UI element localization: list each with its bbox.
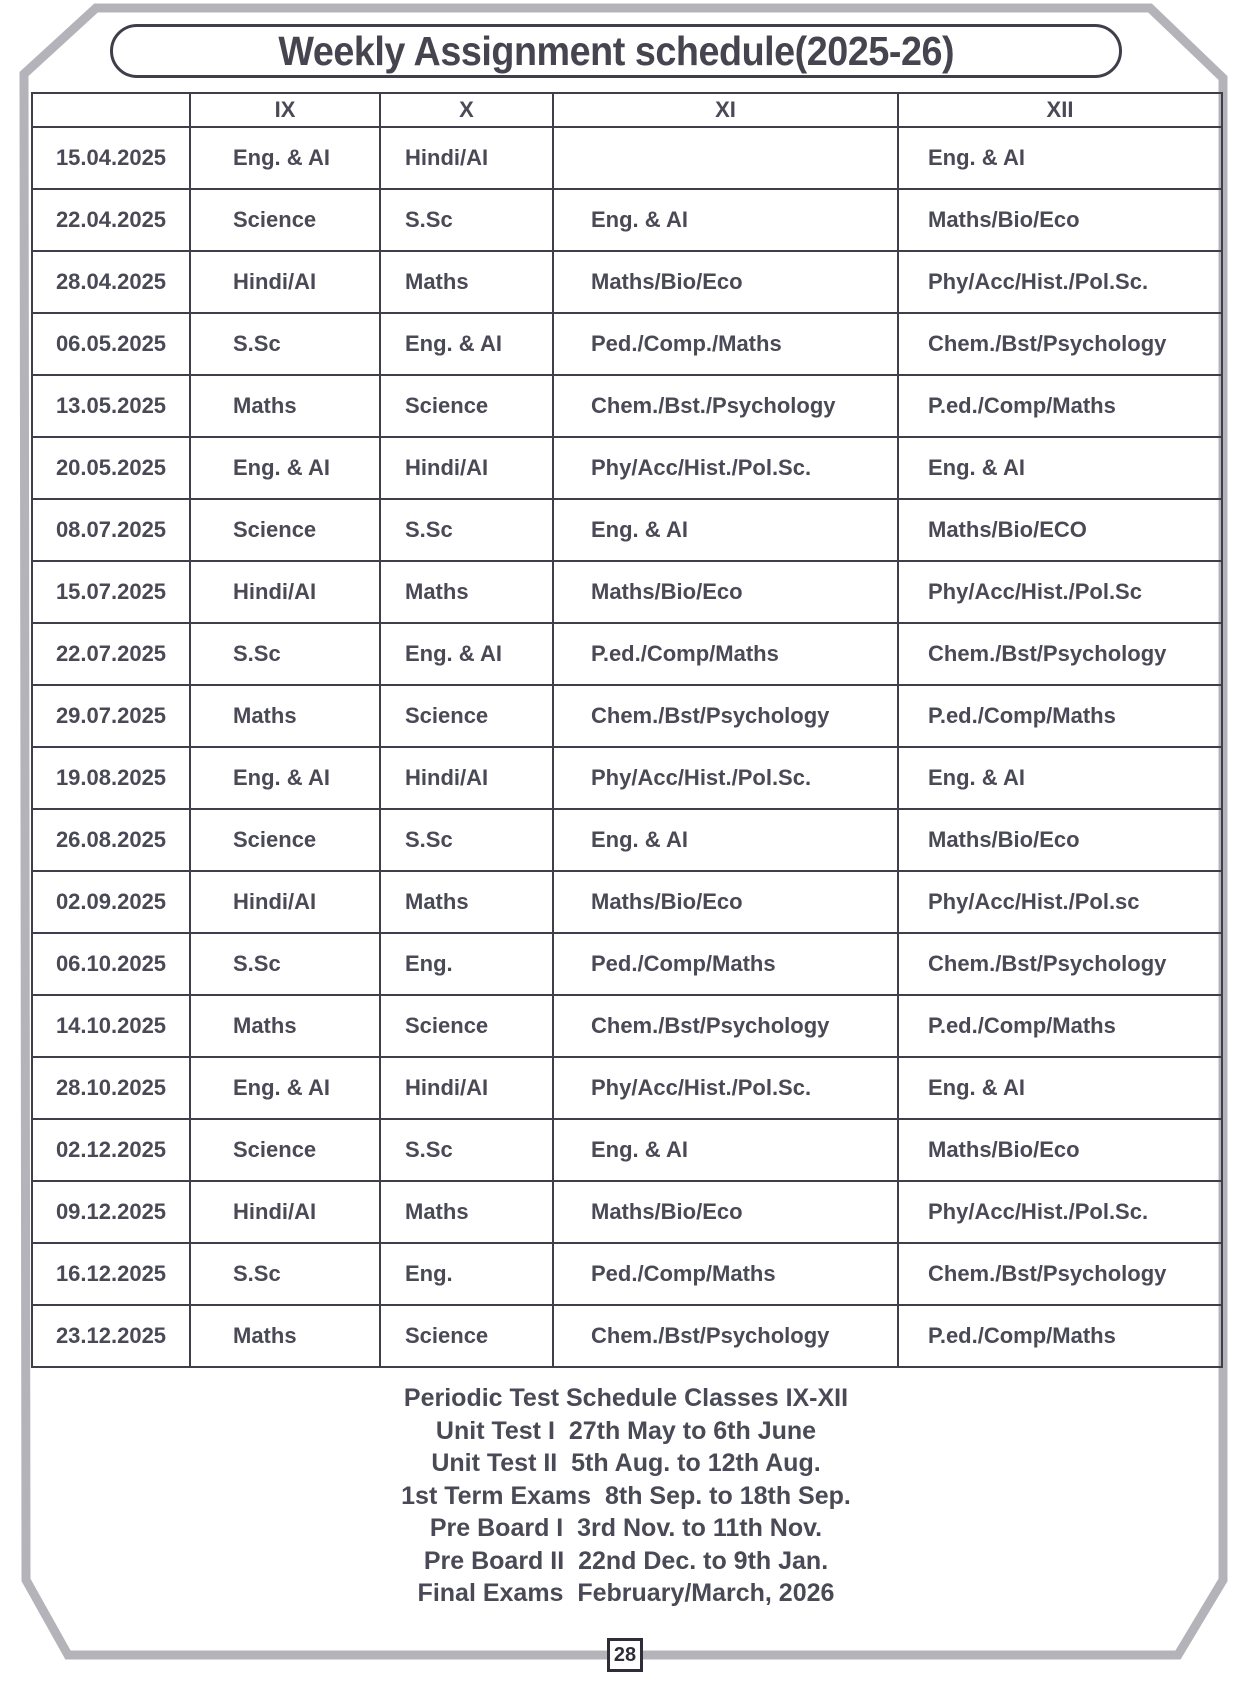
test-label: Pre Board II [423, 1546, 565, 1575]
cell-class-xii: P.ed./Comp/Maths [898, 375, 1222, 437]
cell-class-x: Science [380, 375, 553, 437]
cell-date: 28.10.2025 [32, 1057, 190, 1119]
cell-date: 15.07.2025 [32, 561, 190, 623]
cell-date: 14.10.2025 [32, 995, 190, 1057]
cell-class-xi: Phy/Acc/Hist./Pol.Sc. [553, 1057, 898, 1119]
cell-class-x: Eng. [380, 933, 553, 995]
cell-class-x: Science [380, 995, 553, 1057]
cell-class-xi: Eng. & AI [553, 499, 898, 561]
cell-class-xi: Ped./Comp/Maths [553, 1243, 898, 1305]
cell-class-xi: Eng. & AI [553, 1119, 898, 1181]
cell-class-x: Hindi/AI [380, 127, 553, 189]
cell-class-x: Maths [380, 1181, 553, 1243]
table-row [32, 499, 1222, 561]
cell-class-ix: Maths [190, 1305, 380, 1367]
cell-class-xii: Phy/Acc/Hist./Pol.sc [898, 871, 1222, 933]
cell-class-xii: Phy/Acc/Hist./Pol.Sc [898, 561, 1222, 623]
table-row [32, 871, 1222, 933]
cell-class-xii: Eng. & AI [898, 1057, 1222, 1119]
cell-class-x: Hindi/AI [380, 437, 553, 499]
cell-class-x: S.Sc [380, 1119, 553, 1181]
cell-date: 02.09.2025 [32, 871, 190, 933]
cell-class-ix: Science [190, 499, 380, 561]
cell-class-x: S.Sc [380, 189, 553, 251]
cell-class-xi: Eng. & AI [553, 189, 898, 251]
cell-class-xi: Maths/Bio/Eco [553, 251, 898, 313]
periodic-item [31, 1447, 1221, 1480]
table-row [32, 561, 1222, 623]
cell-class-ix: S.Sc [190, 313, 380, 375]
cell-class-xi: Ped./Comp./Maths [553, 313, 898, 375]
cell-class-xi: Maths/Bio/Eco [553, 871, 898, 933]
cell-class-xi: Eng. & AI [553, 809, 898, 871]
cell-class-ix: Maths [190, 685, 380, 747]
test-label: Unit Test II [431, 1449, 558, 1477]
cell-class-xi: Chem./Bst/Psychology [553, 1305, 898, 1367]
cell-class-xii: Maths/Bio/Eco [898, 1119, 1222, 1181]
table-row [32, 313, 1222, 375]
cell-class-xii: Eng. & AI [898, 747, 1222, 809]
test-dates: 27th May to 6th June [568, 1416, 817, 1445]
cell-class-x: S.Sc [380, 499, 553, 561]
cell-class-xii: Maths/Bio/Eco [898, 189, 1222, 251]
cell-class-ix: S.Sc [190, 1243, 380, 1305]
cell-class-xii: P.ed./Comp/Maths [898, 1305, 1222, 1367]
cell-class-xi: Ped./Comp/Maths [553, 933, 898, 995]
cell-class-x: S.Sc [380, 809, 553, 871]
assignment-schedule-table [31, 92, 1223, 1368]
header-xii: XII [898, 93, 1222, 127]
periodic-item [31, 1512, 1221, 1545]
table-row [32, 623, 1222, 685]
table-row [32, 1057, 1222, 1119]
test-label: 1st Term Exams [401, 1481, 592, 1510]
test-dates: 5th Aug. to 12th Aug. [571, 1449, 821, 1477]
cell-date: 13.05.2025 [32, 375, 190, 437]
cell-class-ix: Science [190, 809, 380, 871]
cell-class-xii: Chem./Bst/Psychology [898, 933, 1222, 995]
header-row [32, 93, 1222, 127]
cell-class-xi: Maths/Bio/Eco [553, 561, 898, 623]
cell-class-x: Eng. & AI [380, 623, 553, 685]
test-label: Final Exams [417, 1579, 564, 1607]
periodic-test-schedule [31, 1382, 1221, 1610]
cell-date: 29.07.2025 [32, 685, 190, 747]
table-row [32, 1119, 1222, 1181]
cell-class-x: Maths [380, 561, 553, 623]
cell-class-ix: S.Sc [190, 933, 380, 995]
cell-class-ix: Eng. & AI [190, 747, 380, 809]
table-row [32, 685, 1222, 747]
cell-class-ix: Eng. & AI [190, 127, 380, 189]
cell-class-xii: Chem./Bst/Psychology [898, 313, 1222, 375]
cell-class-xii: Eng. & AI [898, 437, 1222, 499]
cell-class-xi: Chem./Bst/Psychology [553, 685, 898, 747]
cell-class-ix: Eng. & AI [190, 437, 380, 499]
cell-class-xii: P.ed./Comp/Maths [898, 685, 1222, 747]
periodic-item [31, 1480, 1221, 1513]
cell-date: 28.04.2025 [32, 251, 190, 313]
header-xi: XI [553, 93, 898, 127]
table-row [32, 933, 1222, 995]
test-dates: 8th Sep. to 18th Sep. [604, 1481, 851, 1510]
cell-date: 15.04.2025 [32, 127, 190, 189]
cell-date: 16.12.2025 [32, 1243, 190, 1305]
cell-date: 06.05.2025 [32, 313, 190, 375]
cell-class-xii: Chem./Bst/Psychology [898, 1243, 1222, 1305]
periodic-item [31, 1415, 1221, 1448]
table-row [32, 809, 1222, 871]
header-date [32, 93, 190, 127]
cell-class-x: Hindi/AI [380, 747, 553, 809]
test-label: Pre Board I [429, 1514, 564, 1542]
cell-class-xii: Maths/Bio/ECO [898, 499, 1222, 561]
cell-class-ix: Maths [190, 375, 380, 437]
cell-date: 06.10.2025 [32, 933, 190, 995]
cell-class-ix: Eng. & AI [190, 1057, 380, 1119]
table-row [32, 747, 1222, 809]
cell-class-xi: Maths/Bio/Eco [553, 1181, 898, 1243]
page-title: Weekly Assignment schedule(2025-26) [278, 27, 954, 74]
test-dates: February/March, 2026 [577, 1579, 835, 1607]
test-dates: 22nd Dec. to 9th Jan. [578, 1546, 829, 1575]
cell-date: 19.08.2025 [32, 747, 190, 809]
cell-date: 02.12.2025 [32, 1119, 190, 1181]
cell-class-xi [553, 127, 898, 189]
cell-class-xii: Maths/Bio/Eco [898, 809, 1222, 871]
table-row [32, 1181, 1222, 1243]
cell-class-ix: Science [190, 189, 380, 251]
cell-class-ix: Maths [190, 995, 380, 1057]
cell-class-xii: Phy/Acc/Hist./Pol.Sc. [898, 251, 1222, 313]
cell-class-xii: Phy/Acc/Hist./Pol.Sc. [898, 1181, 1222, 1243]
periodic-item [31, 1577, 1221, 1610]
cell-class-ix: Hindi/AI [190, 561, 380, 623]
header-x: X [380, 93, 553, 127]
cell-date: 26.08.2025 [32, 809, 190, 871]
cell-class-ix: Science [190, 1119, 380, 1181]
cell-class-x: Eng. [380, 1243, 553, 1305]
cell-date: 22.04.2025 [32, 189, 190, 251]
table-row [32, 437, 1222, 499]
cell-date: 23.12.2025 [32, 1305, 190, 1367]
table-row [32, 995, 1222, 1057]
cell-class-ix: Hindi/AI [190, 871, 380, 933]
cell-class-xii: P.ed./Comp/Maths [898, 995, 1222, 1057]
title-banner [110, 24, 1122, 78]
table-row [32, 1305, 1222, 1367]
cell-class-x: Science [380, 685, 553, 747]
cell-class-xi: P.ed./Comp/Maths [553, 623, 898, 685]
cell-class-xi: Chem./Bst/Psychology [553, 995, 898, 1057]
cell-class-xi: Phy/Acc/Hist./Pol.Sc. [553, 747, 898, 809]
cell-date: 08.07.2025 [32, 499, 190, 561]
page-number-box [607, 1638, 643, 1672]
test-dates: 3rd Nov. to 11th Nov. [577, 1514, 823, 1542]
cell-class-xii: Chem./Bst/Psychology [898, 623, 1222, 685]
cell-class-ix: Hindi/AI [190, 251, 380, 313]
table-row [32, 189, 1222, 251]
cell-class-x: Maths [380, 251, 553, 313]
header-ix: IX [190, 93, 380, 127]
cell-date: 20.05.2025 [32, 437, 190, 499]
test-label: Unit Test I [435, 1416, 555, 1445]
periodic-item [31, 1545, 1221, 1578]
table-row [32, 127, 1222, 189]
cell-class-x: Maths [380, 871, 553, 933]
cell-date: 09.12.2025 [32, 1181, 190, 1243]
cell-class-x: Hindi/AI [380, 1057, 553, 1119]
page-number: 28 [613, 1643, 637, 1666]
cell-class-xii: Eng. & AI [898, 127, 1222, 189]
cell-class-x: Eng. & AI [380, 313, 553, 375]
cell-class-xi: Phy/Acc/Hist./Pol.Sc. [553, 437, 898, 499]
cell-class-ix: S.Sc [190, 623, 380, 685]
table-row [32, 375, 1222, 437]
table-row [32, 251, 1222, 313]
cell-class-ix: Hindi/AI [190, 1181, 380, 1243]
periodic-heading: Periodic Test Schedule Classes IX-XII [403, 1384, 849, 1412]
cell-class-xi: Chem./Bst./Psychology [553, 375, 898, 437]
cell-date: 22.07.2025 [32, 623, 190, 685]
cell-class-x: Science [380, 1305, 553, 1367]
table-row [32, 1243, 1222, 1305]
